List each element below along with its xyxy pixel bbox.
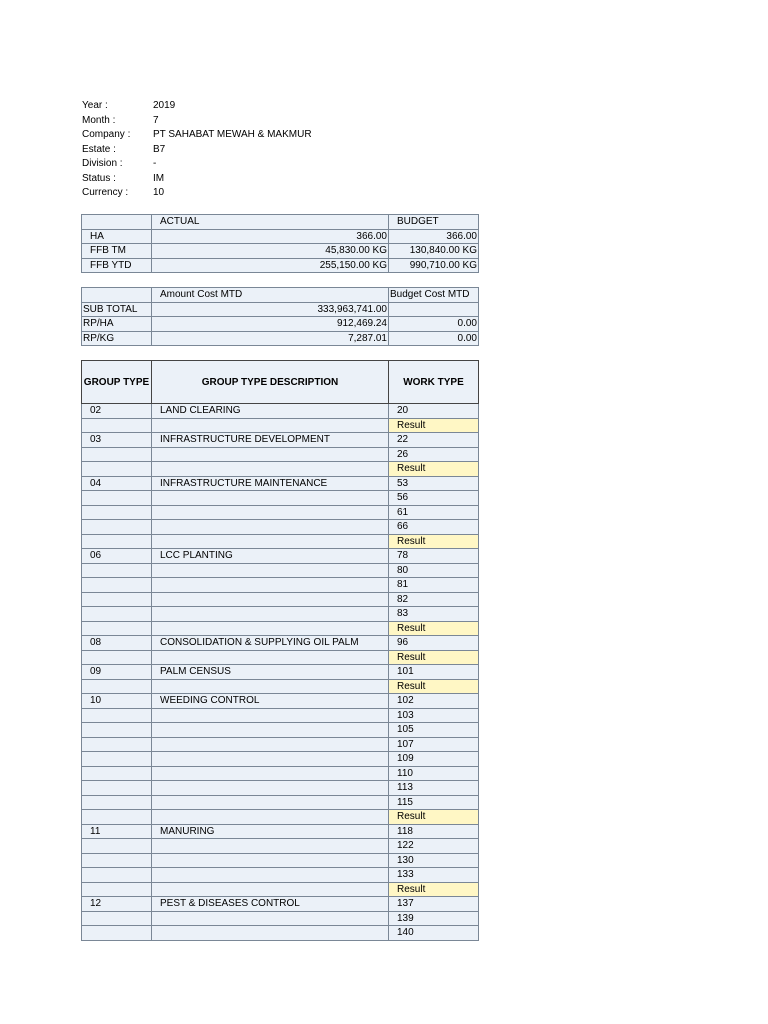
cost-summary-table — [81, 287, 479, 346]
group-description-cell — [152, 911, 389, 926]
work-row — [82, 520, 479, 535]
cost-row-label: SUB TOTAL — [82, 302, 152, 317]
work-row — [82, 824, 479, 839]
group-type-cell — [82, 534, 152, 549]
group-description-cell — [152, 839, 389, 854]
work-type-cell: 113 — [389, 781, 479, 796]
work-row — [82, 853, 479, 868]
group-description-cell — [152, 868, 389, 883]
group-type-cell — [82, 679, 152, 694]
result-cell: Result — [389, 534, 479, 549]
header-label: Division : — [82, 158, 123, 169]
group-type-cell — [82, 418, 152, 433]
group-type-cell: 02 — [82, 404, 152, 419]
summary-row — [82, 229, 479, 244]
col-header-work-type: WORK TYPE — [389, 361, 479, 404]
group-description-cell — [152, 737, 389, 752]
group-type-cell — [82, 810, 152, 825]
cost-budget-value: 0.00 — [389, 331, 479, 346]
work-type-cell: 118 — [389, 824, 479, 839]
work-row — [82, 476, 479, 491]
work-row — [82, 621, 479, 636]
work-type-cell: 20 — [389, 404, 479, 419]
work-table-header — [82, 361, 479, 404]
cost-budget-value — [389, 302, 479, 317]
group-description-cell: LCC PLANTING — [152, 549, 389, 564]
work-row — [82, 723, 479, 738]
work-row — [82, 592, 479, 607]
group-type-cell — [82, 592, 152, 607]
group-description-cell: PEST & DISEASES CONTROL — [152, 897, 389, 912]
group-type-cell — [82, 868, 152, 883]
header-row — [82, 128, 312, 143]
result-cell: Result — [389, 621, 479, 636]
work-row — [82, 781, 479, 796]
work-type-cell: 101 — [389, 665, 479, 680]
summary-row-label: HA — [82, 229, 152, 244]
work-row — [82, 462, 479, 477]
group-type-cell — [82, 650, 152, 665]
work-row — [82, 795, 479, 810]
work-row — [82, 578, 479, 593]
group-type-cell — [82, 491, 152, 506]
group-description-cell — [152, 795, 389, 810]
result-cell: Result — [389, 650, 479, 665]
cost-column-header: Amount Cost MTD — [152, 288, 389, 303]
header-value: IM — [153, 172, 165, 184]
work-row — [82, 418, 479, 433]
summary-header-row — [82, 215, 479, 230]
group-type-cell: 11 — [82, 824, 152, 839]
col-header-group-type: GROUP TYPE — [82, 361, 152, 404]
group-description-cell: INFRASTRUCTURE MAINTENANCE — [152, 476, 389, 491]
group-type-cell: 10 — [82, 694, 152, 709]
result-cell: Result — [389, 418, 479, 433]
group-description-cell — [152, 578, 389, 593]
group-description-cell — [152, 534, 389, 549]
work-row — [82, 665, 479, 680]
work-type-cell: 110 — [389, 766, 479, 781]
group-type-cell — [82, 781, 152, 796]
work-row — [82, 911, 479, 926]
header-value: B7 — [153, 143, 166, 155]
group-type-cell — [82, 447, 152, 462]
header-value: 10 — [153, 187, 165, 198]
work-type-cell: 107 — [389, 737, 479, 752]
work-type-cell: 130 — [389, 853, 479, 868]
group-description-cell — [152, 810, 389, 825]
group-description-cell: LAND CLEARING — [152, 404, 389, 419]
group-type-cell — [82, 839, 152, 854]
group-type-cell: 12 — [82, 897, 152, 912]
group-type-cell: 08 — [82, 636, 152, 651]
header-row — [82, 99, 312, 114]
header-label: Currency : — [82, 187, 129, 198]
header-label: Company : — [82, 129, 131, 140]
work-row — [82, 839, 479, 854]
group-description-cell — [152, 505, 389, 520]
header-label: Status : — [82, 172, 116, 184]
group-description-cell — [152, 520, 389, 535]
work-row — [82, 708, 479, 723]
cost-row-label: RP/HA — [82, 317, 152, 332]
work-row — [82, 679, 479, 694]
header-row — [82, 114, 312, 129]
group-type-cell — [82, 853, 152, 868]
work-type-cell: 22 — [389, 433, 479, 448]
work-row — [82, 491, 479, 506]
header-row — [82, 172, 312, 187]
group-description-cell — [152, 766, 389, 781]
group-type-cell — [82, 911, 152, 926]
group-type-cell: 03 — [82, 433, 152, 448]
work-type-cell: 105 — [389, 723, 479, 738]
work-row — [82, 447, 479, 462]
header-value: PT SAHABAT MEWAH & MAKMUR — [153, 129, 312, 140]
group-type-cell — [82, 520, 152, 535]
group-type-cell — [82, 766, 152, 781]
group-description-cell — [152, 607, 389, 622]
work-type-table — [81, 360, 479, 941]
cost-row — [82, 302, 479, 317]
group-description-cell: INFRASTRUCTURE DEVELOPMENT — [152, 433, 389, 448]
group-description-cell: PALM CENSUS — [152, 665, 389, 680]
group-type-cell: 09 — [82, 665, 152, 680]
header-value: - — [153, 158, 157, 169]
header-row — [82, 186, 312, 201]
group-description-cell — [152, 447, 389, 462]
work-type-cell: 96 — [389, 636, 479, 651]
group-description-cell — [152, 723, 389, 738]
group-type-cell — [82, 795, 152, 810]
cost-column-header — [82, 288, 152, 303]
group-description-cell — [152, 621, 389, 636]
work-type-cell: 139 — [389, 911, 479, 926]
report-header — [82, 99, 312, 201]
summary-row — [82, 258, 479, 273]
work-row — [82, 926, 479, 941]
group-type-cell — [82, 621, 152, 636]
group-type-cell — [82, 882, 152, 897]
group-description-cell — [152, 853, 389, 868]
summary-row-label: FFB YTD — [82, 258, 152, 273]
work-type-cell: 103 — [389, 708, 479, 723]
work-type-cell: 56 — [389, 491, 479, 506]
group-type-cell — [82, 578, 152, 593]
work-type-cell: 82 — [389, 592, 479, 607]
work-type-cell: 102 — [389, 694, 479, 709]
work-row — [82, 694, 479, 709]
group-type-cell — [82, 723, 152, 738]
header-value: 2019 — [153, 100, 176, 111]
work-type-cell: 137 — [389, 897, 479, 912]
summary-row-label: FFB TM — [82, 244, 152, 259]
group-description-cell — [152, 781, 389, 796]
work-row — [82, 636, 479, 651]
header-value: 7 — [153, 114, 159, 126]
work-row — [82, 505, 479, 520]
summary-budget-value: 366.00 — [389, 229, 479, 244]
result-cell: Result — [389, 810, 479, 825]
group-description-cell — [152, 708, 389, 723]
header-label: Month : — [82, 114, 116, 126]
summary-budget-value: 990,710.00 KG — [389, 258, 479, 273]
group-description-cell — [152, 563, 389, 578]
work-type-cell: 81 — [389, 578, 479, 593]
work-type-cell: 140 — [389, 926, 479, 941]
group-type-cell — [82, 505, 152, 520]
group-description-cell — [152, 592, 389, 607]
group-type-cell — [82, 563, 152, 578]
group-description-cell — [152, 462, 389, 477]
result-cell: Result — [389, 462, 479, 477]
cost-header-row — [82, 288, 479, 303]
group-description-cell — [152, 882, 389, 897]
summary-budget-value: 130,840.00 KG — [389, 244, 479, 259]
work-type-cell: 53 — [389, 476, 479, 491]
cost-row — [82, 331, 479, 346]
work-row — [82, 607, 479, 622]
group-type-cell — [82, 737, 152, 752]
work-type-cell: 83 — [389, 607, 479, 622]
group-type-cell — [82, 926, 152, 941]
group-type-cell — [82, 708, 152, 723]
work-type-cell: 26 — [389, 447, 479, 462]
cost-column-header: Budget Cost MTD — [389, 288, 479, 303]
cost-budget-value: 0.00 — [389, 317, 479, 332]
work-row — [82, 737, 479, 752]
work-row — [82, 563, 479, 578]
work-row — [82, 404, 479, 419]
work-type-cell: 115 — [389, 795, 479, 810]
header-label: Estate : — [82, 143, 116, 155]
cost-amount-value: 7,287.01 — [152, 331, 389, 346]
group-type-cell — [82, 752, 152, 767]
result-cell: Result — [389, 882, 479, 897]
group-description-cell: WEEDING CONTROL — [152, 694, 389, 709]
summary-column-header: ACTUAL — [152, 215, 389, 230]
work-type-cell: 61 — [389, 505, 479, 520]
group-description-cell — [152, 926, 389, 941]
group-type-cell — [82, 607, 152, 622]
col-header-group-description: GROUP TYPE DESCRIPTION — [152, 361, 389, 404]
summary-actual-value: 366.00 — [152, 229, 389, 244]
work-row — [82, 549, 479, 564]
cost-row — [82, 317, 479, 332]
work-type-cell: 133 — [389, 868, 479, 883]
work-type-cell: 122 — [389, 839, 479, 854]
work-row — [82, 752, 479, 767]
summary-column-header: BUDGET — [389, 215, 479, 230]
work-row — [82, 868, 479, 883]
summary-actual-value: 45,830.00 KG — [152, 244, 389, 259]
group-description-cell — [152, 679, 389, 694]
group-description-cell — [152, 752, 389, 767]
header-row — [82, 143, 312, 158]
cost-amount-value: 912,469.24 — [152, 317, 389, 332]
group-description-cell — [152, 418, 389, 433]
work-row — [82, 433, 479, 448]
group-type-cell — [82, 462, 152, 477]
work-row — [82, 897, 479, 912]
group-description-cell: MANURING — [152, 824, 389, 839]
work-type-cell: 66 — [389, 520, 479, 535]
work-type-cell: 78 — [389, 549, 479, 564]
summary-actual-value: 255,150.00 KG — [152, 258, 389, 273]
work-row — [82, 766, 479, 781]
result-cell: Result — [389, 679, 479, 694]
work-type-cell: 80 — [389, 563, 479, 578]
group-description-cell: CONSOLIDATION & SUPPLYING OIL PALM — [152, 636, 389, 651]
summary-column-header — [82, 215, 152, 230]
production-summary-table — [81, 214, 479, 273]
work-row — [82, 882, 479, 897]
group-type-cell: 04 — [82, 476, 152, 491]
cost-row-label: RP/KG — [82, 331, 152, 346]
group-type-cell: 06 — [82, 549, 152, 564]
group-description-cell — [152, 491, 389, 506]
group-description-cell — [152, 650, 389, 665]
work-row — [82, 650, 479, 665]
work-row — [82, 810, 479, 825]
cost-amount-value: 333,963,741.00 — [152, 302, 389, 317]
work-row — [82, 534, 479, 549]
header-row — [82, 157, 312, 172]
summary-row — [82, 244, 479, 259]
header-label: Year : — [82, 100, 108, 111]
work-type-cell: 109 — [389, 752, 479, 767]
